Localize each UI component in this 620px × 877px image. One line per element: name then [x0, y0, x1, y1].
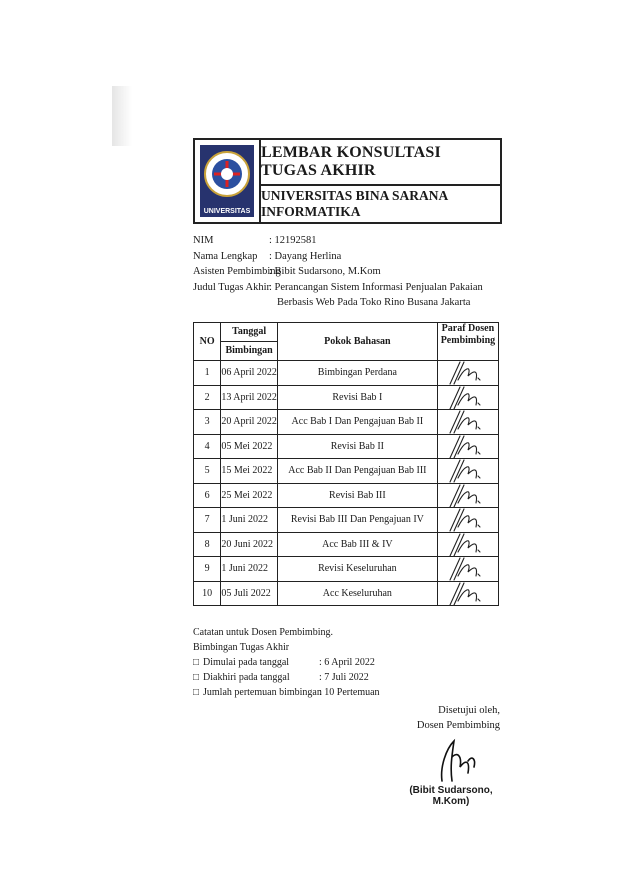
notes-subheading: Bimbingan Tugas Akhir — [193, 641, 290, 653]
row-number: 5 — [194, 459, 221, 484]
row-signature-cell — [437, 557, 498, 582]
row-number: 3 — [194, 410, 221, 435]
row-signature-cell — [437, 385, 498, 410]
table-row — [194, 434, 499, 459]
row-number: 8 — [194, 532, 221, 557]
col-date-header-line2: Bimbingan — [225, 345, 273, 356]
col-date-header-line1: Tanggal — [221, 323, 277, 342]
row-date: 05 Mei 2022 — [221, 434, 278, 459]
col-no-header: NO — [194, 323, 221, 361]
document-title: LEMBAR KONSULTASI TUGAS AKHIR — [261, 140, 500, 186]
row-topic: Acc Bab II Dan Pengajuan Bab III — [277, 459, 437, 484]
checkbox-icon: □ — [193, 656, 200, 668]
thesis-row-2 — [193, 295, 483, 311]
row-date: 1 Juni 2022 — [221, 557, 278, 582]
col-signature-header — [437, 323, 498, 361]
row-date: 1 Juni 2022 — [221, 508, 278, 533]
bsi-emblem-icon — [203, 150, 251, 198]
student-info — [193, 233, 483, 311]
advisor-row — [193, 264, 483, 280]
row-date: 25 Mei 2022 — [221, 483, 278, 508]
row-topic: Revisi Bab III — [277, 483, 437, 508]
table-row — [194, 532, 499, 557]
start-label: Dimulai pada tanggal — [203, 656, 290, 668]
consultation-table — [193, 322, 499, 606]
col-signature-header-line2: Pembimbing — [440, 335, 496, 346]
row-topic: Revisi Bab I — [277, 385, 437, 410]
approval-line1: Disetujui oleh, — [438, 705, 500, 716]
count-value: : 10 Pertemuan — [319, 686, 380, 698]
advisor-label: Asisten Pembimbing — [193, 266, 281, 277]
end-value: : 7 Juli 2022 — [319, 671, 369, 683]
table-row — [194, 410, 499, 435]
table-row — [194, 483, 499, 508]
count-label: Jumlah pertemuan bimbingan — [203, 686, 322, 698]
row-topic: Acc Bab I Dan Pengajuan Bab II — [277, 410, 437, 435]
row-signature-cell — [437, 361, 498, 386]
row-number: 1 — [194, 361, 221, 386]
thesis-value-line2: Berbasis Web Pada Toko Rino Busana Jakarta — [277, 297, 471, 308]
table-row — [194, 557, 499, 582]
row-signature-cell — [437, 532, 498, 557]
table-row — [194, 459, 499, 484]
start-value: : 6 April 2022 — [319, 656, 375, 668]
university-logo — [200, 145, 254, 217]
row-number: 9 — [194, 557, 221, 582]
name-row — [193, 249, 483, 265]
header-box — [193, 138, 502, 224]
nim-row — [193, 233, 483, 249]
table-body — [194, 361, 499, 606]
row-signature-cell — [437, 410, 498, 435]
scan-shadow — [112, 86, 132, 146]
logo-caption: UNIVERSITAS — [203, 208, 251, 215]
approval-block — [400, 703, 500, 733]
row-topic: Revisi Keseluruhan — [277, 557, 437, 582]
row-number: 7 — [194, 508, 221, 533]
table-row — [194, 385, 499, 410]
row-date: 15 Mei 2022 — [221, 459, 278, 484]
checkbox-icon: □ — [193, 686, 200, 698]
row-date: 05 Juli 2022 — [221, 581, 278, 606]
name-value: : Dayang Herlina — [269, 250, 342, 262]
table-row — [194, 361, 499, 386]
advisor-signature — [432, 737, 482, 787]
advisor-name: (Bibit Sudarsono, M.Kom) — [409, 785, 493, 807]
university-logo-cell — [195, 140, 261, 222]
row-date: 20 Juni 2022 — [221, 532, 278, 557]
col-date-header — [221, 323, 278, 361]
initial-signature-icon — [446, 579, 486, 607]
row-date: 20 April 2022 — [221, 410, 278, 435]
notes-end-row — [193, 670, 380, 685]
notes-heading: Catatan untuk Dosen Pembimbing. — [193, 626, 333, 638]
row-number: 10 — [194, 581, 221, 606]
thesis-value-line1: : Perancangan Sistem Informasi Penjualan Pakaian — [269, 281, 483, 293]
checkbox-icon: □ — [193, 671, 200, 683]
row-topic: Acc Keseluruhan — [277, 581, 437, 606]
table-row — [194, 508, 499, 533]
nim-label: NIM — [193, 235, 214, 246]
table-row — [194, 581, 499, 606]
thesis-row — [193, 280, 483, 296]
row-signature-cell — [437, 508, 498, 533]
row-signature-cell — [437, 434, 498, 459]
row-topic: Revisi Bab III Dan Pengajuan IV — [277, 508, 437, 533]
notes-count-row — [193, 685, 380, 700]
row-number: 2 — [194, 385, 221, 410]
nim-value: : 12192581 — [269, 235, 317, 246]
row-number: 4 — [194, 434, 221, 459]
table-header-row — [194, 323, 499, 361]
end-label: Diakhiri pada tanggal — [203, 671, 290, 683]
row-signature-cell — [437, 483, 498, 508]
row-topic: Acc Bab III & IV — [277, 532, 437, 557]
advisor-notes — [193, 625, 380, 700]
col-topic-header: Pokok Bahasan — [277, 323, 437, 361]
notes-start-row — [193, 655, 380, 670]
row-signature-cell — [437, 459, 498, 484]
university-name: UNIVERSITAS BINA SARANA INFORMATIKA — [261, 188, 448, 219]
row-number: 6 — [194, 483, 221, 508]
row-topic: Bimbingan Perdana — [277, 361, 437, 386]
row-topic: Revisi Bab II — [277, 434, 437, 459]
row-signature-cell — [437, 581, 498, 606]
approval-line2: Dosen Pembimbing — [416, 720, 500, 731]
name-label: Nama Lengkap — [193, 250, 258, 262]
thesis-label: Judul Tugas Akhir — [193, 281, 271, 293]
advisor-value: : Bibit Sudarsono, M.Kom — [269, 266, 381, 277]
col-signature-header-line1: Paraf Dosen — [441, 323, 495, 334]
row-date: 13 April 2022 — [221, 385, 278, 410]
row-date: 06 April 2022 — [221, 361, 278, 386]
